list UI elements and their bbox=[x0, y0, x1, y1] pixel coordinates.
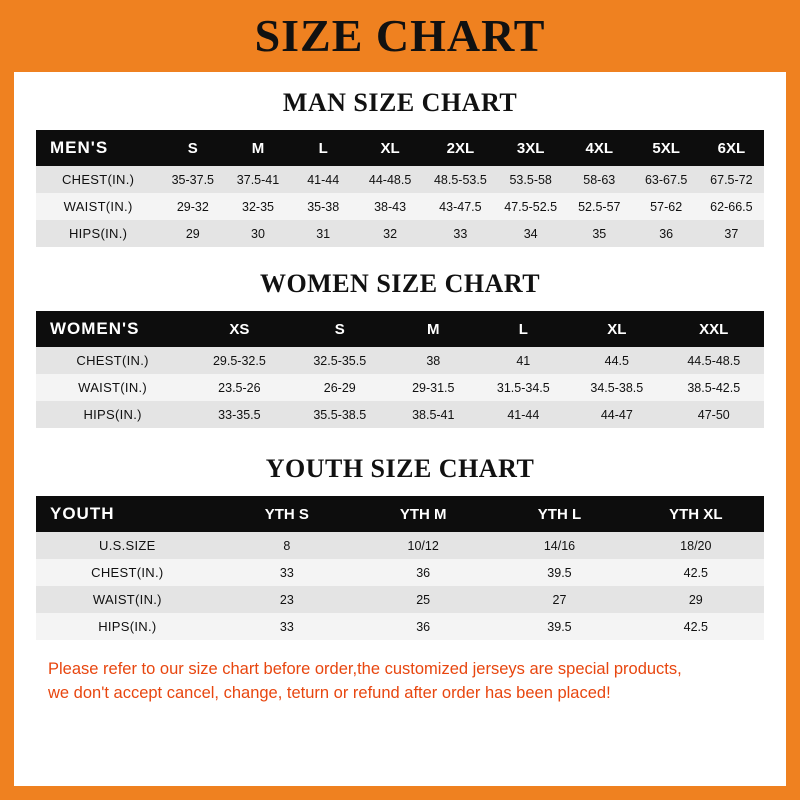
table-cell: 31.5-34.5 bbox=[496, 380, 550, 395]
table-cell: 41-44 bbox=[507, 407, 540, 422]
table-row bbox=[36, 613, 764, 640]
column-header: XS bbox=[229, 320, 250, 338]
table-cell: 44.5 bbox=[604, 353, 629, 368]
table-cell: 67.5-72 bbox=[710, 172, 753, 187]
table-cell: 35.5-38.5 bbox=[313, 407, 367, 422]
table-cell: 38 bbox=[426, 353, 441, 368]
youth-size-table bbox=[36, 496, 764, 640]
table-cell: 29.5-32.5 bbox=[212, 353, 266, 368]
table-cell: 33 bbox=[279, 565, 294, 580]
table-cell: 38.5-41 bbox=[412, 407, 455, 422]
table-cell: 33-35.5 bbox=[218, 407, 261, 422]
table-cell: 35-38 bbox=[307, 199, 340, 214]
table-row bbox=[36, 374, 764, 401]
table-cell: 53.5-58 bbox=[509, 172, 552, 187]
women-size-table bbox=[36, 311, 764, 428]
table-cell: 47.5-52.5 bbox=[504, 199, 558, 214]
table-header-row bbox=[36, 130, 764, 166]
table-cell: 36 bbox=[659, 226, 674, 241]
table-row bbox=[36, 220, 764, 247]
table-cell: 43-47.5 bbox=[439, 199, 482, 214]
table-cell: 38-43 bbox=[374, 199, 407, 214]
table-cell: 27 bbox=[552, 592, 567, 607]
footer-accent-strip bbox=[0, 786, 800, 800]
column-header: XXL bbox=[699, 320, 729, 338]
table-cell: 26-29 bbox=[323, 380, 356, 395]
order-notice bbox=[48, 658, 752, 706]
table-cell: 57-62 bbox=[650, 199, 683, 214]
table-cell: 33 bbox=[453, 226, 468, 241]
table-cell: 25 bbox=[416, 592, 431, 607]
table-cell: 8 bbox=[283, 538, 291, 553]
table-cell: 37 bbox=[724, 226, 739, 241]
column-header: YTH XL bbox=[669, 505, 723, 523]
row-label: CHEST(IN.) bbox=[91, 565, 164, 580]
table-cell: 34.5-38.5 bbox=[590, 380, 644, 395]
table-cell: 38.5-42.5 bbox=[687, 380, 741, 395]
column-header: S bbox=[187, 139, 198, 157]
column-header: 3XL bbox=[516, 139, 545, 157]
table-cell: 23 bbox=[279, 592, 294, 607]
table-cell: 29 bbox=[688, 592, 703, 607]
table-row bbox=[36, 401, 764, 428]
table-cell: 29-31.5 bbox=[412, 380, 455, 395]
table-cell: 10/12 bbox=[407, 538, 439, 553]
table-cell: 32-35 bbox=[242, 199, 274, 214]
page-header bbox=[0, 0, 800, 72]
table-header-row bbox=[36, 311, 764, 347]
column-header: 6XL bbox=[717, 139, 746, 157]
table-cell: 44.5-48.5 bbox=[687, 353, 741, 368]
table-cell: 30 bbox=[251, 226, 265, 241]
table-cell: 32.5-35.5 bbox=[313, 353, 367, 368]
page-title: SIZE CHART bbox=[254, 10, 546, 61]
row-label: U.S.SIZE bbox=[99, 538, 156, 553]
column-header: WOMEN'S bbox=[50, 319, 140, 338]
table-cell: 35 bbox=[592, 226, 607, 241]
table-cell: 44-48.5 bbox=[368, 172, 412, 187]
table-row bbox=[36, 347, 764, 374]
row-label: HIPS(IN.) bbox=[83, 407, 142, 422]
column-header: YTH L bbox=[537, 505, 582, 523]
column-header: M bbox=[251, 139, 265, 157]
table-cell: 18/20 bbox=[680, 538, 712, 553]
column-header: YTH M bbox=[399, 505, 447, 523]
table-cell: 48.5-53.5 bbox=[433, 172, 487, 187]
column-header: L bbox=[318, 139, 328, 157]
table-cell: 33 bbox=[279, 619, 294, 634]
column-header: M bbox=[427, 320, 440, 338]
table-cell: 42.5 bbox=[683, 565, 708, 580]
column-header: YOUTH bbox=[50, 504, 115, 523]
table-cell: 41-44 bbox=[307, 172, 340, 187]
man-size-table bbox=[36, 130, 764, 247]
table-cell: 58-63 bbox=[583, 172, 616, 187]
row-label: WAIST(IN.) bbox=[92, 592, 162, 607]
table-cell: 39.5 bbox=[547, 565, 572, 580]
table-cell: 41 bbox=[516, 353, 531, 368]
table-cell: 31 bbox=[316, 226, 331, 241]
row-label: WAIST(IN.) bbox=[63, 199, 133, 214]
table-row bbox=[36, 559, 764, 586]
table-cell: 39.5 bbox=[547, 619, 572, 634]
table-cell: 36 bbox=[416, 619, 431, 634]
column-header: XL bbox=[380, 139, 400, 157]
table-cell: 47-50 bbox=[697, 407, 730, 422]
column-header: S bbox=[334, 320, 345, 338]
page-content bbox=[14, 88, 786, 706]
table-row bbox=[36, 193, 764, 220]
table-cell: 52.5-57 bbox=[578, 199, 621, 214]
women-section-title: WOMEN SIZE CHART bbox=[259, 269, 541, 298]
row-label: WAIST(IN.) bbox=[78, 380, 148, 395]
table-cell: 29 bbox=[185, 226, 200, 241]
column-header: MEN'S bbox=[50, 138, 109, 157]
row-label: HIPS(IN.) bbox=[98, 619, 157, 634]
table-cell: 42.5 bbox=[683, 619, 708, 634]
man-section-title: MAN SIZE CHART bbox=[282, 88, 518, 117]
notice-line-2: we don't accept cancel, change, teturn or refund after order has been placed! bbox=[48, 683, 611, 702]
table-row bbox=[36, 166, 764, 193]
table-row bbox=[36, 586, 764, 613]
table-cell: 23.5-26 bbox=[218, 380, 261, 395]
table-cell: 34 bbox=[523, 226, 538, 241]
row-label: CHEST(IN.) bbox=[76, 353, 149, 368]
row-label: HIPS(IN.) bbox=[68, 226, 128, 241]
table-cell: 35-37.5 bbox=[171, 172, 215, 187]
table-cell: 14/16 bbox=[543, 538, 576, 553]
table-cell: 32 bbox=[383, 226, 398, 241]
table-cell: 63-67.5 bbox=[644, 172, 688, 187]
column-header: L bbox=[518, 320, 528, 338]
table-cell: 37.5-41 bbox=[236, 172, 280, 187]
table-cell: 44-47 bbox=[600, 407, 633, 422]
table-cell: 62-66.5 bbox=[710, 199, 753, 214]
notice-line-1: Please refer to our size chart before order,the customized jerseys are special products, bbox=[48, 660, 682, 678]
table-row bbox=[36, 532, 764, 559]
table-header-row bbox=[36, 496, 764, 532]
table-cell: 29-32 bbox=[176, 199, 209, 214]
row-label: CHEST(IN.) bbox=[61, 172, 135, 187]
column-header: 4XL bbox=[585, 139, 614, 157]
column-header: XL bbox=[607, 320, 627, 338]
table-cell: 36 bbox=[416, 565, 431, 580]
column-header: 2XL bbox=[446, 139, 475, 157]
column-header: YTH S bbox=[264, 505, 309, 523]
column-header: 5XL bbox=[652, 139, 680, 157]
youth-section-title: YOUTH SIZE CHART bbox=[265, 454, 535, 483]
